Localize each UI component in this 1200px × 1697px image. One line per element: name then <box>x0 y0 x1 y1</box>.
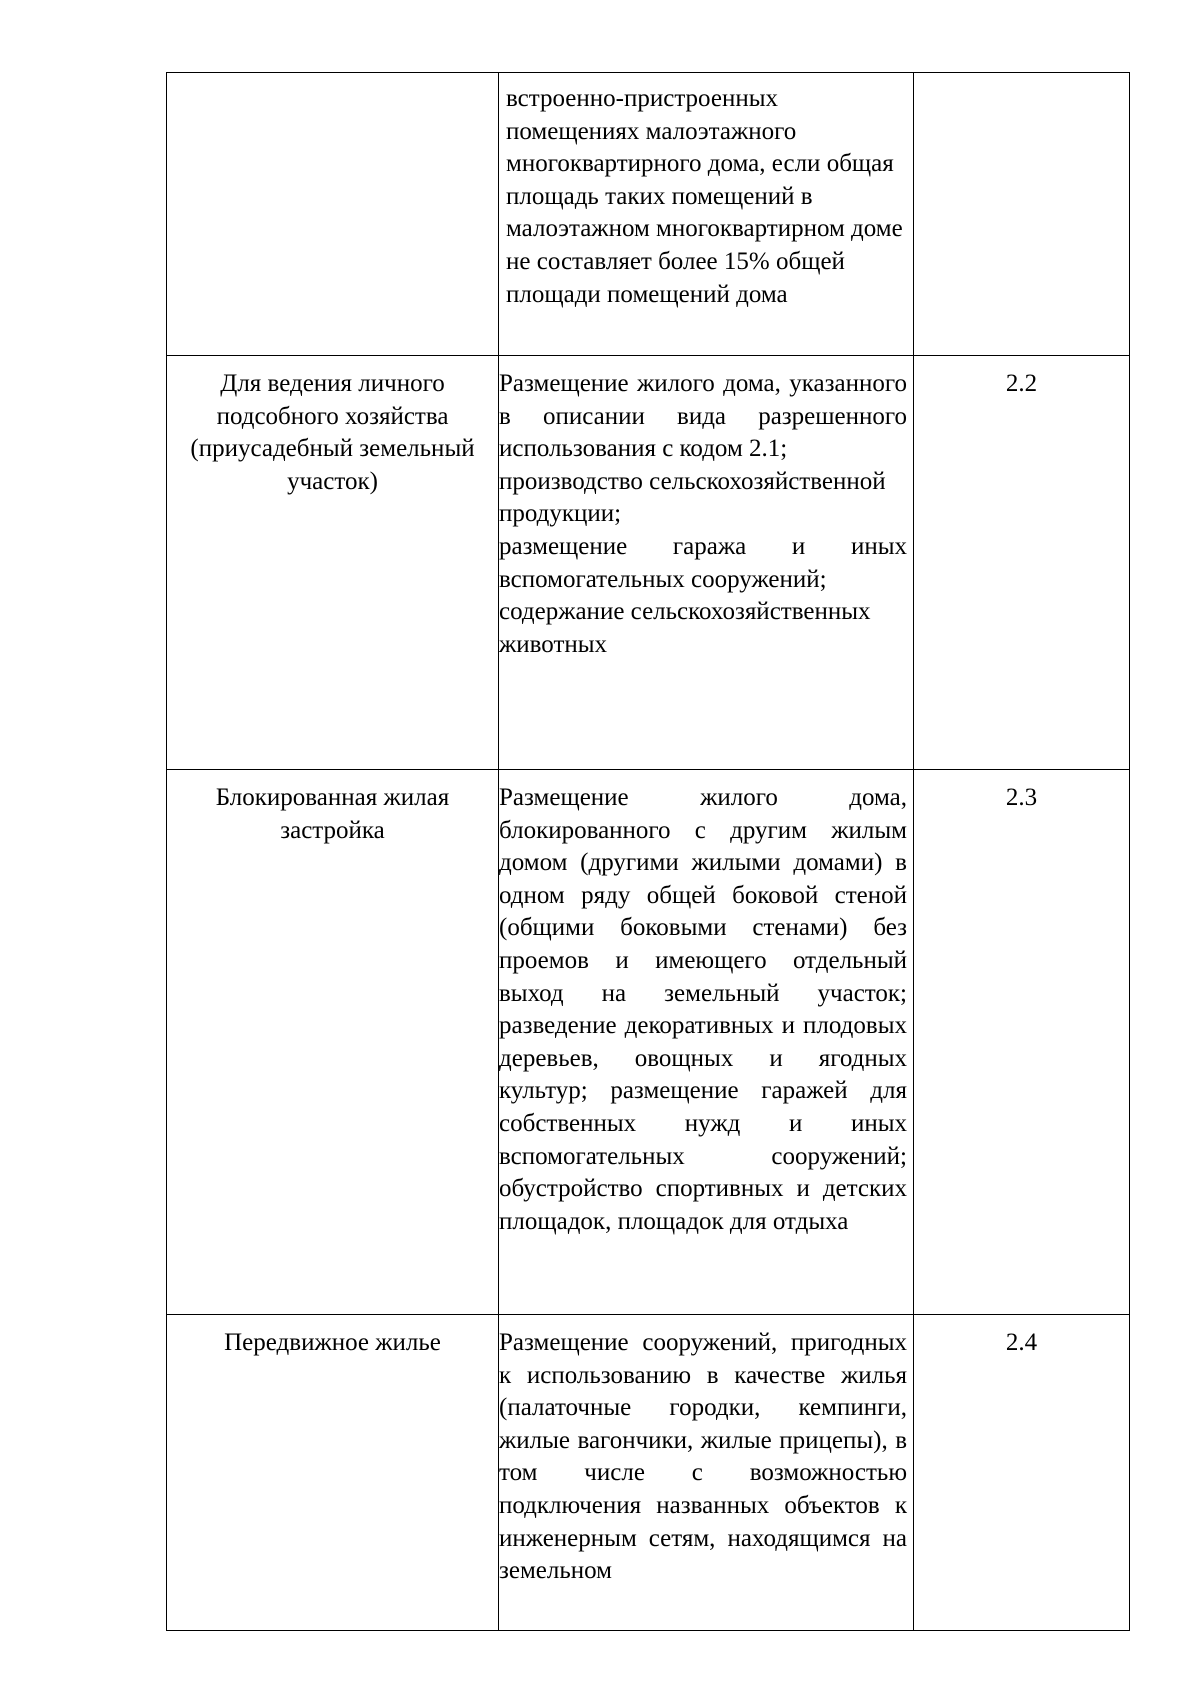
use-name-cell: Передвижное жилье <box>167 1315 499 1631</box>
use-description-cell <box>499 770 914 1315</box>
use-code-cell: 2.2 <box>914 356 1130 770</box>
use-name-cell: Блокированная жилая застройка <box>167 770 499 1315</box>
use-description-cell <box>499 356 914 770</box>
description-paragraph: Размещение жилого дома, блокированного с другим жилым домом (другими жилыми домами) в одном ряду общей боковой стеной (общими боковыми стенами) без проемов и имеющего отдельный выход на земельный участок; разведение декоративных и плодовых деревьев, овощных и ягодных культур; размещение гаражей для собственных нужд и иных вспомогательных сооружений; обустройство спортивных и детских площадок, площадок для отдыха <box>499 784 907 1235</box>
table-row <box>167 1315 1130 1631</box>
land-use-table <box>166 72 1130 1631</box>
use-name-cell: Для ведения личного подсобного хозяйства (приусадебный земельный участок) <box>167 356 499 770</box>
description-paragraph: производство сельскохозяйственной продукции; <box>499 467 886 528</box>
table-row <box>167 73 1130 356</box>
use-description-cell <box>499 73 914 356</box>
use-name-cell <box>167 73 499 356</box>
description-paragraph: встроенно-пристроенных помещениях малоэтажного многоквартирного дома, если общая площадь таких помещений в малоэтажном многоквартирном доме не составляет более 15% общей площади помещений дома <box>506 85 903 308</box>
use-description-cell <box>499 1315 914 1631</box>
use-code-cell <box>914 73 1130 356</box>
use-code-cell: 2.4 <box>914 1315 1130 1631</box>
description-paragraph: Размещение сооружений, пригодных к использованию в качестве жилья (палаточные городки, кемпинги, жилые вагончики, жилые прицепы), в том числе с возможностью подключения названных объектов к инженерным сетям, находящимся на земельном <box>499 1329 907 1585</box>
use-code-cell: 2.3 <box>914 770 1130 1315</box>
description-paragraph: содержание сельскохозяйственных животных <box>499 598 871 658</box>
table-row <box>167 356 1130 770</box>
table-row <box>167 770 1130 1315</box>
description-paragraph: Размещение жилого дома, указанного в описании вида разрешенного использования с кодом 2.1; <box>499 370 907 463</box>
description-paragraph: размещение гаража и иных вспомогательных сооружений; <box>499 532 907 593</box>
